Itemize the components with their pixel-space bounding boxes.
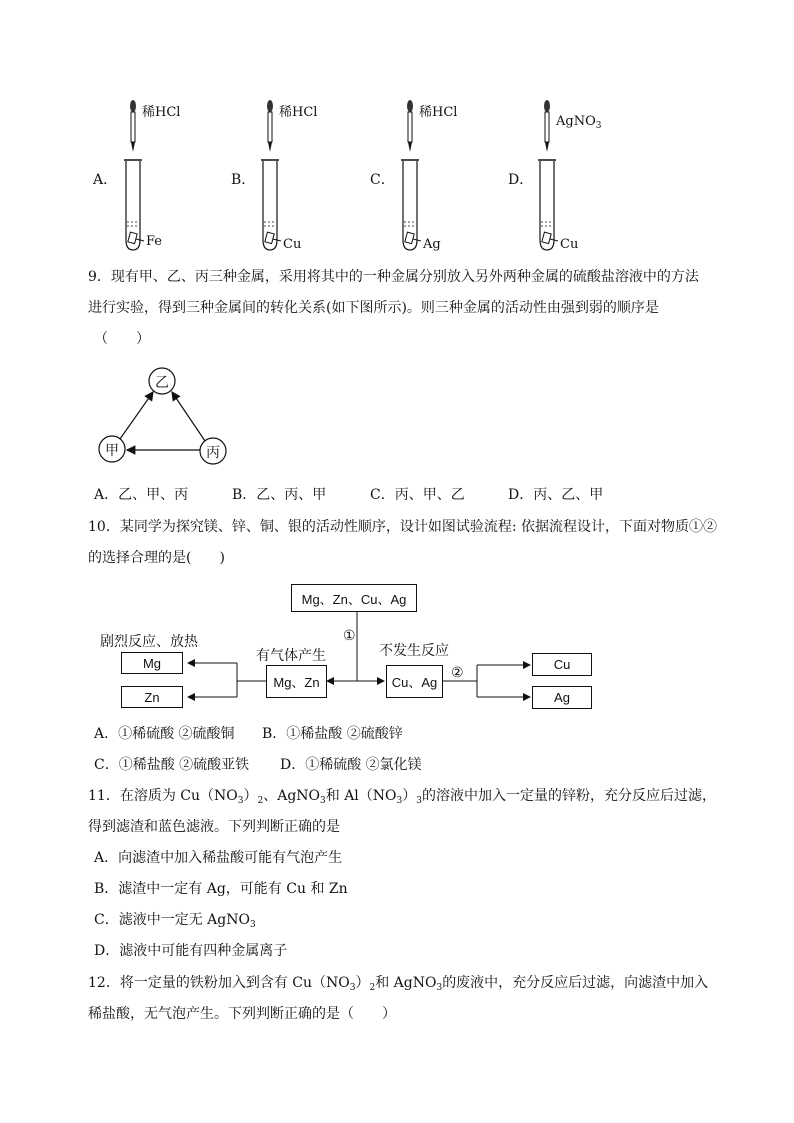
q8-option-b-letter: B． [231,172,256,188]
q10-box-cuag: Cu、Ag [386,665,443,698]
q9-option-d: D．丙、乙、甲 [508,487,604,503]
q8-option-a-reagent: 稀HCl [142,105,181,120]
q11-option-d: D．滤液中可能有四种金属离子 [94,943,288,959]
q11-option-b: B．滤渣中一定有 Ag，可能有 Cu 和 Zn [94,881,348,897]
q8-option-c-letter: C． [370,172,395,188]
q10-no-react-label: 不发生反应 [379,642,449,658]
q8-option-c-reagent: 稀HCl [419,105,458,120]
q10-box-ag: Ag [532,686,592,709]
q10-step2-marker: ② [451,664,464,680]
q12-stem-line2: 稀盐酸，无气泡产生。下列判断正确的是（ ） [88,1006,396,1022]
q10-box-zn: Zn [121,686,183,708]
q10-option-b: B．①稀盐酸 ②硫酸锌 [262,726,403,742]
q10-box-mgzn: Mg、Zn [266,665,327,698]
q8-option-a-metal: Fe [146,234,163,249]
q9-node-bing: 丙 [206,444,220,460]
q8-option-b-apparatus [261,100,281,250]
q9-stem-line1: 9．现有甲、乙、丙三种金属，采用将其中的一种金属分别放入另外两种金属的硫酸盐溶液中的方法 [88,269,699,285]
q9-node-jia: 甲 [105,442,119,458]
q8-option-a-apparatus [124,100,144,250]
q10-stem-line2: 的选择合理的是( ) [88,550,225,566]
q9-stem-line2: 进行实验，得到三种金属间的转化关系(如下图所示)。则三种金属的活动性由强到弱的顺序是 [88,300,659,316]
q11-option-a: A．向滤渣中加入稀盐酸可能有气泡产生 [94,850,343,866]
q12-stem-line1: 12．将一定量的铁粉加入到含有 $Cu(NO_3)_2$和 AgNO$_3$的废液中，充分反应后过滤，向滤渣中加入 [88,975,709,993]
q9-option-a: A．乙、甲、丙 [94,487,189,503]
q10-box-mg: Mg [121,652,183,674]
q10-box-cu: Cu [532,653,592,676]
q10-step1-marker: ① [343,627,356,643]
q10-box-start: Mg、Zn、Cu、Ag [291,584,417,612]
q10-violent-label: 剧烈反应、放热 [100,633,198,649]
q8-option-b-reagent: 稀HCl [279,105,318,120]
q8-test-tubes [0,0,794,260]
q10-gas-label: 有气体产生 [256,647,326,663]
q9-option-b: B．乙、丙、甲 [232,487,327,503]
q8-option-b-metal: Cu [283,237,302,252]
q8-option-c-metal: Ag [423,237,441,252]
q11-stem-line1: 11．在溶质为 $Cu(NO_3)_2$、AgNO$_3$和 $Al(NO_3)_3$的溶液中加入一定量的锌粉，充分反应后过滤， [88,788,716,806]
q8-option-d-apparatus [538,100,558,250]
q10-option-c: C．①稀盐酸 ②硫酸亚铁 [94,757,250,773]
q10-stem-line1: 10．某同学为探究镁、锌、铜、银的活动性顺序，设计如图试验流程: 依据流程设计，下面对物质①② [88,519,717,535]
q11-option-c: C．滤液中一定无 AgNO$_3$ [94,912,256,930]
q8-option-d-letter: D． [508,172,534,188]
q10-option-d: D．①稀硫酸 ②氯化镁 [280,757,422,773]
q9-node-yi: 乙 [155,374,169,390]
q8-option-d-reagent: AgNO$_3$ [556,114,602,131]
q9-answer-paren: （ ） [94,331,150,347]
q8-option-a-letter: A． [93,172,118,188]
q8-option-c-apparatus [401,100,421,250]
q10-option-a: A．①稀硫酸 ②硫酸铜 [94,726,235,742]
q9-option-c: C．丙、甲、乙 [370,487,465,503]
q11-stem-line2: 得到滤渣和蓝色滤液。下列判断正确的是 [88,819,340,835]
q8-option-d-metal: Cu [560,237,579,252]
